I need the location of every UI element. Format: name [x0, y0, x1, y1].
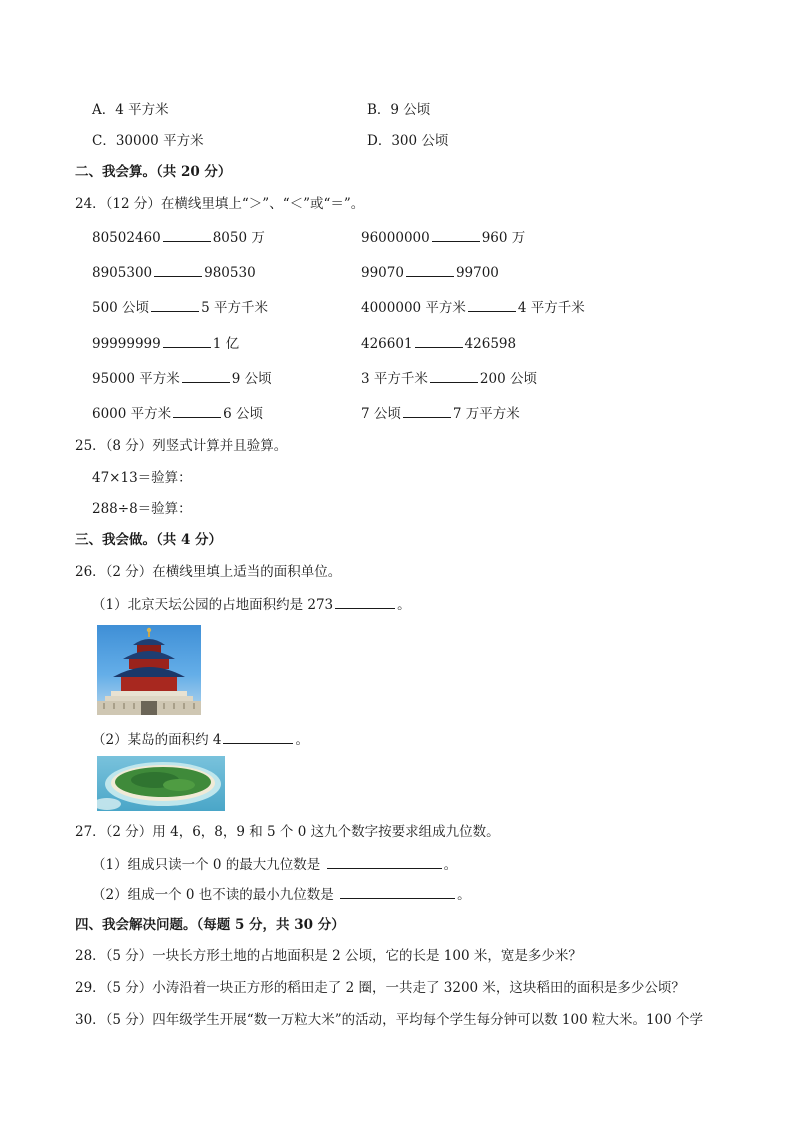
answer-blank[interactable]	[182, 369, 230, 383]
island-illustration	[97, 756, 225, 811]
compare-left-value: 96000000	[361, 230, 430, 246]
compare-left-value: 6000 平方米	[92, 406, 172, 422]
answer-blank[interactable]	[163, 334, 211, 348]
compare-item	[92, 298, 268, 317]
option-b: B．9 公顷	[367, 102, 431, 118]
compare-right-value: 5 平方千米	[201, 300, 268, 316]
question-28: 28．（5 分）一块长方形土地的占地面积是 2 公顷，它的长是 100 米，宽是多少米？	[75, 948, 582, 964]
compare-item	[92, 334, 239, 353]
answer-blank[interactable]	[430, 369, 478, 383]
compare-right-value: 6 公顷	[223, 406, 264, 422]
compare-left-value: 3 平方千米	[361, 371, 428, 387]
answer-blank[interactable]	[151, 298, 199, 312]
question-25-item-2: 288÷8＝验算：	[92, 501, 192, 517]
answer-blank[interactable]	[415, 334, 463, 348]
compare-left-value: 4000000 平方米	[361, 300, 466, 316]
compare-item	[92, 228, 265, 247]
part-text: （2）组成一个 0 也不读的最小九位数是	[92, 887, 334, 903]
section-4-title: 四、我会解决问题。（每题 5 分，共 30 分）	[75, 917, 345, 933]
compare-left-value: 99070	[361, 265, 404, 281]
compare-right-value: 980530	[204, 265, 256, 281]
temple-illustration	[97, 625, 201, 715]
question-26-part-2	[92, 730, 309, 749]
option-a: A．4 平方米	[92, 102, 169, 118]
compare-left-value: 500 公顷	[92, 300, 150, 316]
question-27-part-2	[92, 885, 471, 904]
question-26-part-1	[92, 595, 411, 614]
answer-blank[interactable]	[406, 263, 454, 277]
option-c: C．30000 平方米	[92, 133, 204, 149]
section-3-title: 三、我会做。（共 4 分）	[75, 532, 223, 548]
compare-right-value: 99700	[455, 265, 499, 281]
answer-blank[interactable]	[340, 885, 455, 899]
question-26-stem: 26．（2 分）在横线里填上适当的面积单位。	[75, 564, 342, 580]
compare-right-value: 200 公顷	[479, 371, 537, 387]
question-27-stem: 27．（2 分）用 4，6，8，9 和 5 个 0 这九个数字按要求组成九位数。	[75, 824, 500, 840]
answer-blank[interactable]	[468, 298, 516, 312]
compare-right-value: 9 公顷	[231, 371, 272, 387]
compare-item	[361, 228, 525, 247]
compare-item	[361, 404, 520, 423]
compare-item	[361, 369, 537, 388]
compare-item	[92, 404, 263, 423]
compare-right-value: 8050 万	[212, 230, 265, 246]
compare-right-value: 960 万	[481, 230, 526, 246]
compare-item	[361, 263, 499, 282]
compare-right-value: 7 万平方米	[452, 406, 520, 422]
answer-blank[interactable]	[403, 404, 451, 418]
compare-left-value: 426601	[361, 336, 413, 352]
question-25-item-1: 47×13＝验算：	[92, 470, 192, 486]
answer-blank[interactable]	[327, 855, 442, 869]
compare-left-value: 99999999	[92, 336, 161, 352]
question-29: 29．（5 分）小涛沿着一块正方形的稻田走了 2 圈，一共走了 3200 米，这块稻田的面积是多少公顷？	[75, 980, 685, 996]
section-2-title: 二、我会算。（共 20 分）	[75, 164, 232, 180]
compare-left-value: 7 公顷	[361, 406, 401, 422]
part-end: 。	[295, 732, 309, 748]
answer-blank[interactable]	[163, 228, 211, 242]
compare-item	[361, 334, 516, 353]
part-text: （1）组成只读一个 0 的最大九位数是	[92, 857, 321, 873]
compare-right-value: 4 平方千米	[517, 300, 585, 316]
question-30: 30．（5 分）四年级学生开展“数一万粒大米”的活动，平均每个学生每分钟可以数 100 粒大米。100 个学	[75, 1012, 704, 1028]
answer-blank[interactable]	[173, 404, 221, 418]
compare-right-value: 426598	[464, 336, 517, 352]
part-end: 。	[457, 887, 471, 903]
answer-blank[interactable]	[154, 263, 202, 277]
option-d: D．300 公顷	[367, 133, 449, 149]
compare-right-value: 1 亿	[212, 336, 240, 352]
compare-left-value: 80502460	[92, 230, 161, 246]
part-text: （2）某岛的面积约 4	[92, 732, 222, 748]
compare-item	[92, 263, 256, 282]
compare-left-value: 8905300	[92, 265, 153, 281]
part-end: 。	[443, 857, 458, 873]
compare-item	[92, 369, 272, 388]
compare-item	[361, 298, 585, 317]
island-aerial-image	[97, 756, 225, 811]
answer-blank[interactable]	[335, 595, 395, 609]
question-24-stem: 24．（12 分）在横线里填上“＞”、“＜”或“＝”。	[75, 196, 365, 212]
part-end: 。	[397, 597, 411, 613]
answer-blank[interactable]	[223, 730, 293, 744]
question-25-stem: 25．（8 分）列竖式计算并且验算。	[75, 438, 288, 454]
temple-of-heaven-image	[97, 625, 201, 715]
part-text: （1）北京天坛公园的占地面积约是 273	[92, 597, 334, 613]
compare-left-value: 95000 平方米	[92, 371, 180, 387]
question-27-part-1	[92, 855, 457, 874]
answer-blank[interactable]	[432, 228, 480, 242]
